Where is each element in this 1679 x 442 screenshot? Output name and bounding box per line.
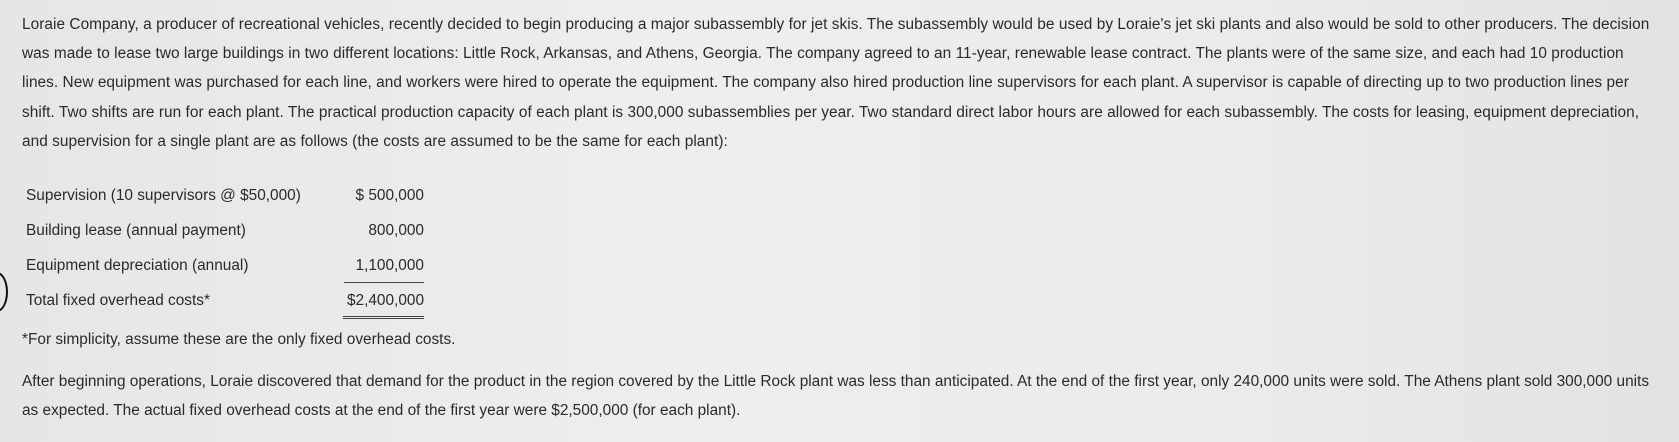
cost-amount-value: 1,100,000: [344, 257, 424, 283]
fixed-overhead-cost-table: [26, 178, 426, 318]
table-row: [26, 213, 426, 248]
cost-label: Supervision (10 supervisors @ $50,000): [26, 186, 301, 204]
cost-amount: [338, 178, 426, 213]
cost-label: Building lease (annual payment): [26, 221, 246, 239]
cost-amount-value: $ 500,000: [355, 186, 424, 204]
cost-label: Equipment depreciation (annual): [26, 256, 249, 274]
closing-paragraph: After beginning operations, Loraie discovered that demand for the product in the region covered by the Little Rock plant was less than anticipated. At the end of the first year, only 240,000 units were sold. The Athens plant sold 300,000 units as expected. The actual fixed overhead costs at the end of the first year were $2,500,000 (for each plant).: [22, 373, 1650, 420]
table-row: [26, 178, 426, 213]
total-amount: [338, 283, 426, 318]
intro-paragraph: Loraie Company, a producer of recreational vehicles, recently decided to begin producing a major subassembly for jet skis. The subassembly would be used by Loraie's jet ski plants and also would be sold to other producers. The decision was made to lease two large buildings in two different locations: Little Rock, Arkansas, and Athens, Georgia. The company agreed to an 11-year, renewable lease contract. The plants were of the same size, and each had 10 production lines. New equipment was purchased for each line, and workers were hired to operate the equipment. The company also hired production line supervisors for each plant. A supervisor is capable of directing up to two production lines per shift. Two shifts are run for each plant. The practical production capacity of each plant is 300,000 subassemblies per year. Two standard direct labor hours are allowed for each subassembly. The costs for leasing, equipment depreciation, and supervision for a single plant are as follows (the costs are assumed to be the same for each plant):: [22, 16, 1650, 150]
table-row: [26, 248, 426, 283]
footnote: *For simplicity, assume these are the only fixed overhead costs.: [22, 331, 456, 348]
cost-amount: [338, 213, 426, 248]
total-amount-value: $2,400,000: [343, 292, 424, 319]
cost-amount: [338, 248, 426, 283]
table-total-row: [26, 283, 426, 318]
cost-amount-value: 800,000: [368, 221, 424, 239]
total-label: Total fixed overhead costs*: [26, 291, 210, 309]
edge-arc-mark: [0, 272, 8, 312]
